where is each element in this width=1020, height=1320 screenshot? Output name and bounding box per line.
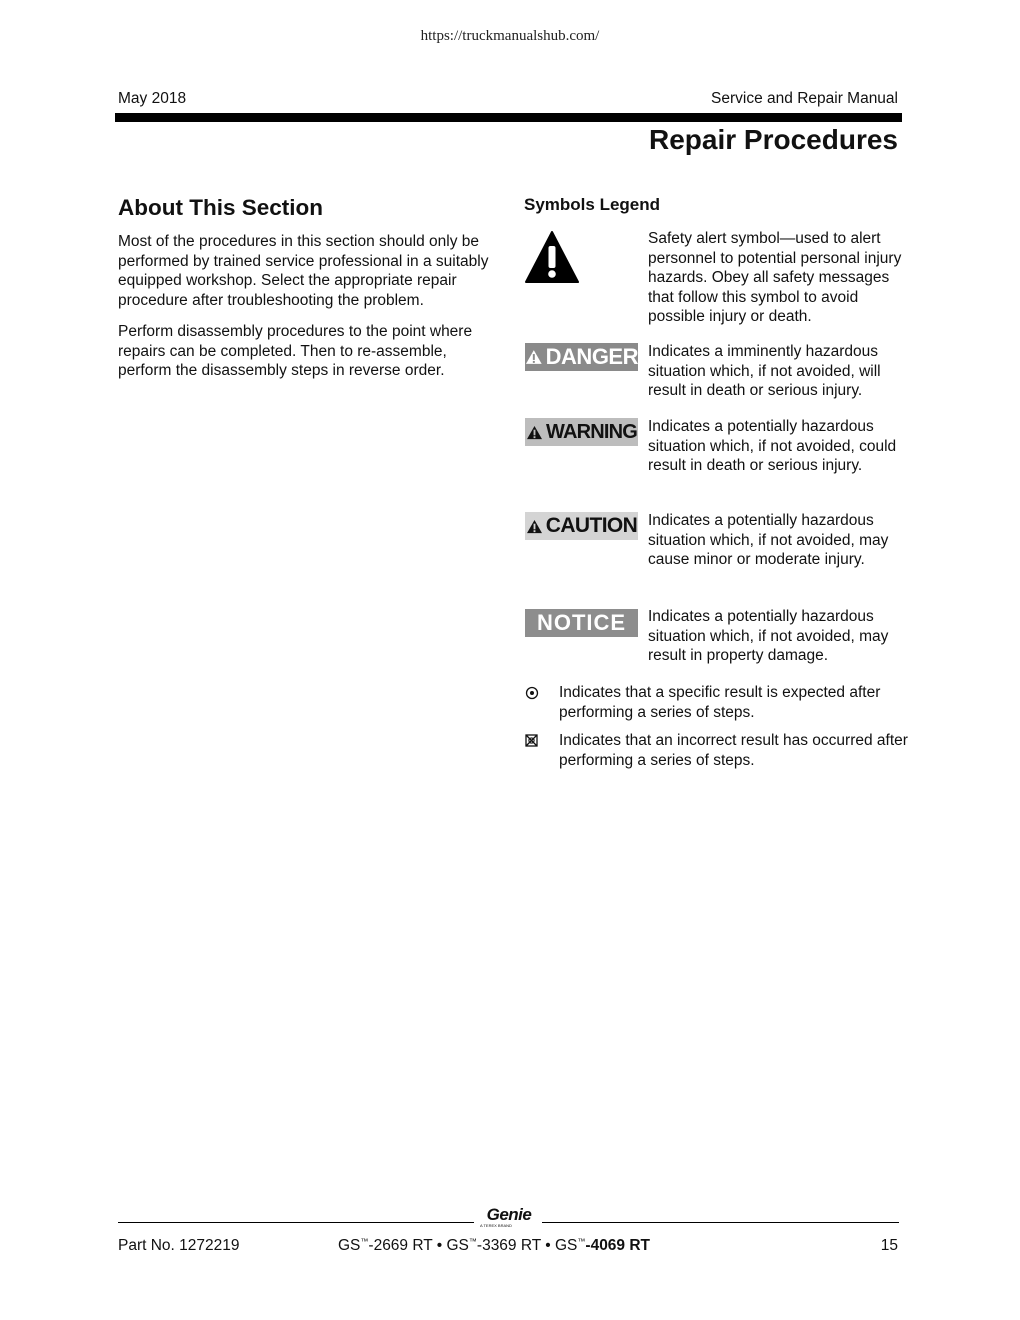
model-gs-1: GS (338, 1237, 361, 1254)
alert-triangle-icon (525, 349, 543, 365)
caution-description: Indicates a potentially hazardous situation which, if not avoided, may cause minor or moderate injury. (648, 512, 889, 568)
genie-logo (478, 1206, 540, 1230)
genie-logo-text: Genie (486, 1205, 532, 1224)
caution-signal-word (525, 512, 638, 540)
expected-result-description: Indicates that a specific result is expected after performing a series of steps. (559, 684, 881, 721)
incorrect-result-description: Indicates that an incorrect result has occurred after performing a series of steps. (559, 732, 908, 769)
model-2669: -2669 RT • (368, 1237, 447, 1254)
danger-label: DANGER (545, 344, 638, 369)
section-title: About This Section (118, 195, 323, 220)
trademark-2: ™ (468, 1237, 477, 1246)
page-number: 15 (880, 1237, 898, 1254)
model-gs-3: GS (555, 1237, 578, 1254)
caution-label: CAUTION (545, 514, 638, 537)
about-paragraph-2: Perform disassembly procedures to the point where repairs can be completed. Then to re-assemble, perform the disassembly steps in reverse order. (118, 323, 473, 379)
legend-title: Symbols Legend (524, 195, 661, 214)
safety-alert-icon (524, 229, 580, 285)
trademark-3: ™ (577, 1237, 586, 1246)
notice-signal-word (525, 609, 638, 637)
danger-signal-word (525, 343, 638, 371)
header-rule (115, 113, 902, 122)
alert-triangle-icon (526, 425, 543, 440)
warning-signal-word (525, 418, 638, 446)
footer-rule-left (118, 1222, 474, 1223)
expected-result-icon (524, 685, 540, 701)
about-paragraph-1: Most of the procedures in this section should only be performed by trained service professional in a suitably equipped workshop. Select the appropriate repair procedure after troubleshooting the problem. (118, 233, 489, 309)
safety-alert-description: Safety alert symbol—used to alert personnel to potential personal injury hazards. Obey all safety messages that follow this symbol to avoid possible injury or death. (648, 230, 902, 325)
genie-logo-subtext: A TEREX BRAND (480, 1223, 512, 1228)
warning-description: Indicates a potentially hazardous situation which, if not avoided, could result in death or serious injury. (648, 418, 897, 474)
model-gs-2: GS (446, 1237, 469, 1254)
notice-label: NOTICE (536, 610, 627, 635)
header-date: May 2018 (118, 90, 187, 107)
notice-description: Indicates a potentially hazardous situation which, if not avoided, may result in property damage. (648, 608, 889, 664)
alert-triangle-icon (526, 519, 543, 534)
source-url[interactable]: https://truckmanualshub.com/ (420, 28, 600, 44)
footer-rule-right (542, 1222, 899, 1223)
page-title: Repair Procedures (649, 124, 898, 155)
incorrect-result-icon (524, 733, 540, 749)
header-manual-name: Service and Repair Manual (711, 90, 898, 107)
danger-description: Indicates a imminently hazardous situation which, if not avoided, will result in death or serious injury. (648, 343, 881, 399)
trademark-1: ™ (360, 1237, 369, 1246)
model-3369: -3369 RT • (476, 1237, 555, 1254)
model-4069: -4069 RT (585, 1237, 651, 1254)
model-list (338, 1237, 650, 1255)
warning-label: WARNING (545, 420, 638, 443)
part-number: Part No. 1272219 (118, 1237, 240, 1254)
